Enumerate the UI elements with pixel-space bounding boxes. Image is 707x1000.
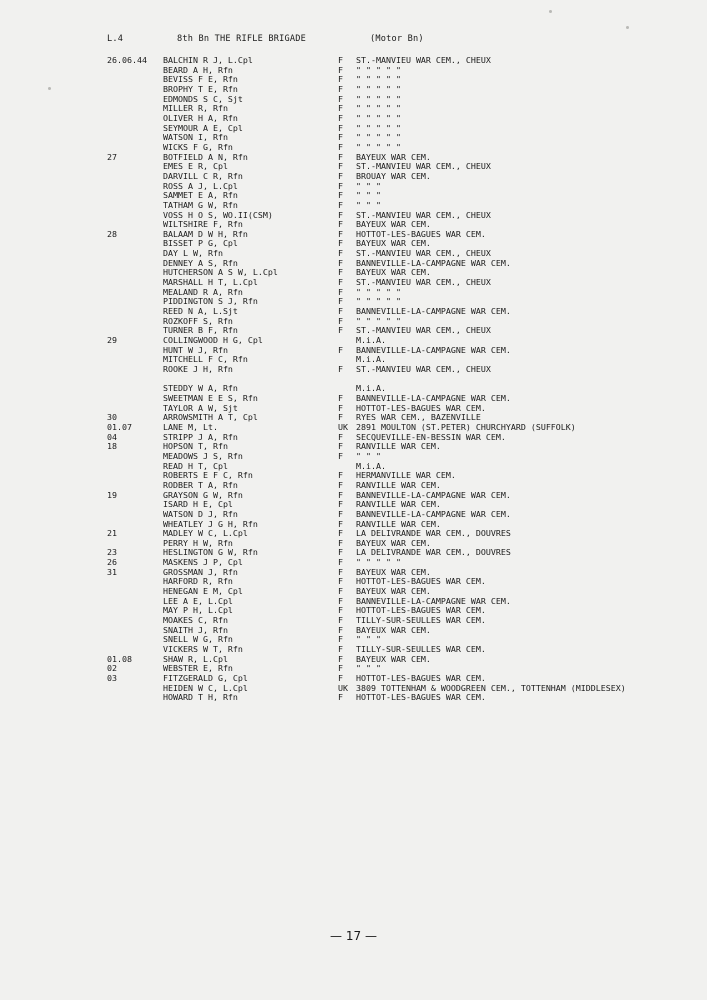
row-country: F <box>338 267 343 278</box>
table-row <box>0 346 707 356</box>
row-cemetery: M.i.A. <box>356 354 386 365</box>
row-country: F <box>338 64 343 75</box>
casualty-list <box>0 56 707 703</box>
table-row <box>0 268 707 278</box>
row-name: ROZKOFF S, Rfn <box>163 315 233 326</box>
row-cemetery: M.i.A. <box>356 383 386 394</box>
row-name: ISARD H E, Cpl <box>163 499 233 510</box>
row-name: HESLINGTON G W, Rfn <box>163 547 258 558</box>
row-date: 04 <box>107 431 117 442</box>
row-name: BEARD A H, Rfn <box>163 64 233 75</box>
row-cemetery: TILLY-SUR-SEULLES WAR CEM. <box>356 615 486 626</box>
row-country: F <box>338 479 343 490</box>
row-name: EDMONDS S C, Sjt <box>163 93 243 104</box>
row-country: F <box>338 296 343 307</box>
row-country: F <box>338 518 343 529</box>
row-cemetery: RANVILLE WAR CEM. <box>356 499 441 510</box>
unit-title: 8th Bn THE RIFLE BRIGADE <box>177 34 306 44</box>
table-row <box>0 66 707 76</box>
table-row <box>0 529 707 539</box>
row-name: ARROWSMITH A T, Cpl <box>163 412 258 423</box>
row-country: F <box>338 55 343 65</box>
row-country: F <box>338 161 343 172</box>
row-date: 28 <box>107 228 117 239</box>
row-name: REED N A, L.Sjt <box>163 306 238 317</box>
row-cemetery: " " " " " <box>356 122 401 133</box>
row-country: F <box>338 576 343 587</box>
table-row <box>0 230 707 240</box>
row-cemetery: " " " " " <box>356 296 401 307</box>
row-cemetery: TILLY-SUR-SEULLES WAR CEM. <box>356 644 486 655</box>
row-country: F <box>338 170 343 181</box>
row-cemetery: BANNEVILLE-LA-CAMPAGNE WAR CEM. <box>356 344 511 355</box>
table-row <box>0 693 707 703</box>
row-cemetery: BANNEVILLE-LA-CAMPAGNE WAR CEM. <box>356 257 511 268</box>
row-cemetery: M.i.A. <box>356 335 386 346</box>
row-cemetery: " " " <box>356 199 381 210</box>
row-country: F <box>338 132 343 143</box>
row-country: F <box>338 441 343 452</box>
row-name: MILLER R, Rfn <box>163 103 228 114</box>
table-row <box>0 606 707 616</box>
row-cemetery: BANNEVILLE-LA-CAMPAGNE WAR CEM. <box>356 392 511 403</box>
row-country: F <box>338 586 343 597</box>
row-country: F <box>338 228 343 239</box>
row-country: F <box>338 605 343 616</box>
row-cemetery: HOTTOT-LES-BAGUES WAR CEM. <box>356 402 486 413</box>
table-row <box>0 510 707 520</box>
row-cemetery: BAYEUX WAR CEM. <box>356 566 431 577</box>
row-name: PIDDINGTON S J, Rfn <box>163 296 258 307</box>
row-name: MOAKES C, Rfn <box>163 615 228 626</box>
row-country: UK <box>338 682 348 693</box>
row-country: F <box>338 306 343 317</box>
row-cemetery: " " " " " <box>356 141 401 152</box>
row-date: 19 <box>107 489 117 500</box>
row-name: BALCHIN R J, L.Cpl <box>163 55 253 65</box>
table-row <box>0 259 707 269</box>
row-date: 03 <box>107 673 117 683</box>
row-cemetery: ST.-MANVIEU WAR CEM., CHEUX <box>356 209 491 220</box>
row-name: HOPSON T, Rfn <box>163 441 228 452</box>
row-country: F <box>338 325 343 336</box>
unit-type: (Motor Bn) <box>370 34 424 44</box>
row-date: 27 <box>107 151 117 162</box>
row-name: WHEATLEY J G H, Rfn <box>163 518 258 529</box>
table-row <box>0 307 707 317</box>
row-name: DARVILL C R, Rfn <box>163 170 243 181</box>
row-country: UK <box>338 421 348 432</box>
row-cemetery: BAYEUX WAR CEM. <box>356 653 431 664</box>
row-country: F <box>338 489 343 500</box>
row-country: F <box>338 286 343 297</box>
row-cemetery: BAYEUX WAR CEM. <box>356 151 431 162</box>
row-name: HUNT W J, Rfn <box>163 344 228 355</box>
row-cemetery: BAYEUX WAR CEM. <box>356 586 431 597</box>
row-cemetery: BAYEUX WAR CEM. <box>356 267 431 278</box>
row-country: F <box>338 412 343 423</box>
row-cemetery: ST.-MANVIEU WAR CEM., CHEUX <box>356 277 491 288</box>
row-cemetery: BANNEVILLE-LA-CAMPAGNE WAR CEM. <box>356 489 511 500</box>
row-country: F <box>338 499 343 510</box>
row-country: F <box>338 83 343 94</box>
row-name: LEE A E, L.Cpl <box>163 595 233 606</box>
row-name: TURNER B F, Rfn <box>163 325 238 336</box>
row-name: COLLINGWOOD H G, Cpl <box>163 335 263 346</box>
row-country: F <box>338 238 343 249</box>
row-name: HUTCHERSON A S W, L.Cpl <box>163 267 278 278</box>
row-name: SEYMOUR A E, Cpl <box>163 122 243 133</box>
page-number: — 17 — <box>330 929 377 943</box>
row-cemetery: " " " <box>356 180 381 191</box>
row-country: F <box>338 566 343 577</box>
row-date: 30 <box>107 412 117 423</box>
row-country: F <box>338 248 343 259</box>
table-row <box>0 471 707 481</box>
row-cemetery: HOTTOT-LES-BAGUES WAR CEM. <box>356 576 486 587</box>
row-cemetery: ST.-MANVIEU WAR CEM., CHEUX <box>356 364 491 374</box>
row-cemetery: BANNEVILLE-LA-CAMPAGNE WAR CEM. <box>356 595 511 606</box>
row-country: F <box>338 112 343 123</box>
row-name: MASKENS J P, Cpl <box>163 557 243 568</box>
table-row <box>0 182 707 192</box>
table-row <box>0 56 707 66</box>
table-row <box>0 317 707 327</box>
row-country: F <box>338 402 343 413</box>
row-cemetery: BROUAY WAR CEM. <box>356 170 431 181</box>
row-cemetery: BAYEUX WAR CEM. <box>356 219 431 230</box>
table-row <box>0 336 707 346</box>
row-cemetery: M.i.A. <box>356 460 386 471</box>
row-name: HOWARD T H, Rfn <box>163 692 238 703</box>
table-row <box>0 597 707 607</box>
row-country: F <box>338 634 343 645</box>
row-name: SWEETMAN E E S, Rfn <box>163 392 258 403</box>
row-country: F <box>338 93 343 104</box>
row-cemetery: BANNEVILLE-LA-CAMPAGNE WAR CEM. <box>356 508 511 519</box>
table-row <box>0 394 707 404</box>
row-country: F <box>338 508 343 519</box>
table-row <box>0 500 707 510</box>
row-name: MEADOWS J S, Rfn <box>163 450 243 461</box>
row-cemetery: " " " " " <box>356 315 401 326</box>
table-row <box>0 153 707 163</box>
row-country: F <box>338 450 343 461</box>
row-date: 02 <box>107 663 117 674</box>
table-row <box>0 568 707 578</box>
row-cemetery: " " " <box>356 190 381 201</box>
row-cemetery: " " " " " <box>356 132 401 143</box>
row-date: 31 <box>107 566 117 577</box>
row-cemetery: " " " " " <box>356 103 401 114</box>
row-country: F <box>338 74 343 85</box>
row-name: DENNEY A S, Rfn <box>163 257 238 268</box>
table-row <box>0 85 707 95</box>
row-date: 26.06.44 <box>107 55 147 65</box>
row-cemetery: LA DELIVRANDE WAR CEM., DOUVRES <box>356 528 511 539</box>
row-name: FITZGERALD G, Cpl <box>163 673 248 683</box>
row-name: EMES E R, Cpl <box>163 161 228 172</box>
row-cemetery: SECQUEVILLE-EN-BESSIN WAR CEM. <box>356 431 506 442</box>
table-row <box>0 684 707 694</box>
row-country: F <box>338 557 343 568</box>
row-date: 23 <box>107 547 117 558</box>
row-cemetery: HERMANVILLE WAR CEM. <box>356 470 456 481</box>
row-cemetery: " " " " " <box>356 286 401 297</box>
row-country: F <box>338 653 343 664</box>
row-country: F <box>338 624 343 635</box>
table-row <box>0 577 707 587</box>
row-name: WILTSHIRE F, Rfn <box>163 219 243 230</box>
row-country: F <box>338 344 343 355</box>
row-name: READ H T, Cpl <box>163 460 228 471</box>
row-country: F <box>338 392 343 403</box>
row-name: SHAW R, L.Cpl <box>163 653 228 664</box>
row-name: MAY P H, L.Cpl <box>163 605 233 616</box>
row-cemetery: RANVILLE WAR CEM. <box>356 518 441 529</box>
row-country: F <box>338 663 343 674</box>
table-row <box>0 442 707 452</box>
row-name: WEBSTER E, Rfn <box>163 663 233 674</box>
row-cemetery: 2891 MOULTON (ST.PETER) CHURCHYARD (SUFFOLK) <box>356 421 576 432</box>
row-name: ROSS A J, L.Cpl <box>163 180 238 191</box>
row-name: TAYLOR A W, Sjt <box>163 402 238 413</box>
row-cemetery: 3809 TOTTENHAM & WOODGREEN CEM., TOTTENHAM (MIDDLESEX) <box>356 682 626 693</box>
row-name: LANE M, Lt. <box>163 421 218 432</box>
row-cemetery: " " " <box>356 663 381 674</box>
row-country: F <box>338 180 343 191</box>
table-row <box>0 462 707 472</box>
row-cemetery: " " " <box>356 634 381 645</box>
row-name: SNELL W G, Rfn <box>163 634 233 645</box>
row-country: F <box>338 470 343 481</box>
row-country: F <box>338 219 343 230</box>
paper-speck <box>549 10 552 13</box>
table-row <box>0 172 707 182</box>
table-row <box>0 75 707 85</box>
row-country: F <box>338 199 343 210</box>
row-country: F <box>338 209 343 220</box>
table-row <box>0 587 707 597</box>
row-country: F <box>338 364 343 374</box>
row-country: F <box>338 431 343 442</box>
row-name: BALAAM D W H, Rfn <box>163 228 248 239</box>
table-row <box>0 201 707 211</box>
paper-speck <box>626 26 629 29</box>
table-row <box>0 191 707 201</box>
table-row <box>0 95 707 105</box>
table-row <box>0 288 707 298</box>
table-row <box>0 239 707 249</box>
row-country: F <box>338 528 343 539</box>
row-name: MITCHELL F C, Rfn <box>163 354 248 365</box>
row-name: SAMMET E A, Rfn <box>163 190 238 201</box>
table-row <box>0 452 707 462</box>
row-cemetery: " " " " " <box>356 112 401 123</box>
row-name: HARFORD R, Rfn <box>163 576 233 587</box>
table-row <box>0 297 707 307</box>
row-date: 01.08 <box>107 653 132 664</box>
row-country: F <box>338 315 343 326</box>
table-row <box>0 211 707 221</box>
row-name: VICKERS W T, Rfn <box>163 644 243 655</box>
table-row <box>0 616 707 626</box>
row-cemetery: " " " <box>356 450 381 461</box>
row-cemetery: ST.-MANVIEU WAR CEM., CHEUX <box>356 325 491 336</box>
row-cemetery: BAYEUX WAR CEM. <box>356 624 431 635</box>
row-name: TATHAM G W, Rfn <box>163 199 238 210</box>
table-row <box>0 104 707 114</box>
row-country: F <box>338 537 343 548</box>
row-name: RODBER T A, Rfn <box>163 479 238 490</box>
row-cemetery: BAYEUX WAR CEM. <box>356 537 431 548</box>
row-country: F <box>338 595 343 606</box>
row-country: F <box>338 103 343 114</box>
row-name: HEIDEN W C, L.Cpl <box>163 682 248 693</box>
row-country: F <box>338 151 343 162</box>
table-row <box>0 491 707 501</box>
row-cemetery: HOTTOT-LES-BAGUES WAR CEM. <box>356 605 486 616</box>
row-country: F <box>338 122 343 133</box>
table-row <box>0 365 707 375</box>
table-row <box>0 162 707 172</box>
row-name: GROSSMAN J, Rfn <box>163 566 238 577</box>
row-name: STRIPP J A, Rfn <box>163 431 238 442</box>
document-reference: L.4 <box>107 34 124 44</box>
row-cemetery: BANNEVILLE-LA-CAMPAGNE WAR CEM. <box>356 306 511 317</box>
row-name: WICKS F G, Rfn <box>163 141 233 152</box>
row-country: F <box>338 673 343 683</box>
row-name: BISSET P G, Cpl <box>163 238 238 249</box>
table-row <box>0 375 707 385</box>
row-name: BEVISS F E, Rfn <box>163 74 238 85</box>
table-row <box>0 278 707 288</box>
row-cemetery: RANVILLE WAR CEM. <box>356 441 441 452</box>
row-country: F <box>338 692 343 703</box>
table-row <box>0 355 707 365</box>
row-cemetery: RYES WAR CEM., BAZENVILLE <box>356 412 481 423</box>
row-name: STEDDY W A, Rfn <box>163 383 238 394</box>
row-cemetery: ST.-MANVIEU WAR CEM., CHEUX <box>356 161 491 172</box>
row-cemetery: HOTTOT-LES-BAGUES WAR CEM. <box>356 692 486 703</box>
row-cemetery: " " " " " <box>356 83 401 94</box>
row-country: F <box>338 257 343 268</box>
table-row <box>0 249 707 259</box>
row-name: BROPHY T E, Rfn <box>163 83 238 94</box>
table-row <box>0 114 707 124</box>
row-name: MADLEY W C, L.Cpl <box>163 528 248 539</box>
row-name: MEALAND R A, Rfn <box>163 286 243 297</box>
row-cemetery: " " " " " <box>356 74 401 85</box>
row-name: ROOKE J H, Rfn <box>163 364 233 374</box>
row-country: F <box>338 141 343 152</box>
row-name: WATSON D J, Rfn <box>163 508 238 519</box>
row-country: F <box>338 190 343 201</box>
table-row <box>0 635 707 645</box>
row-name: MARSHALL H T, L.Cpl <box>163 277 258 288</box>
row-cemetery: ST.-MANVIEU WAR CEM., CHEUX <box>356 55 491 65</box>
row-name: HENEGAN E M, Cpl <box>163 586 243 597</box>
row-name: GRAYSON G W, Rfn <box>163 489 243 500</box>
row-cemetery: " " " " " <box>356 557 401 568</box>
row-country: F <box>338 547 343 558</box>
row-country: F <box>338 277 343 288</box>
table-row <box>0 384 707 394</box>
table-row <box>0 626 707 636</box>
row-cemetery: LA DELIVRANDE WAR CEM., DOUVRES <box>356 547 511 558</box>
row-name: VOSS H O S, WO.II(CSM) <box>163 209 273 220</box>
row-date: 01.07 <box>107 421 132 432</box>
row-date: 21 <box>107 528 117 539</box>
row-cemetery: RANVILLE WAR CEM. <box>356 479 441 490</box>
table-row <box>0 124 707 134</box>
row-name: WATSON I, Rfn <box>163 132 228 143</box>
row-country: F <box>338 615 343 626</box>
row-date: 26 <box>107 557 117 568</box>
row-cemetery: BAYEUX WAR CEM. <box>356 238 431 249</box>
row-cemetery: HOTTOT-LES-BAGUES WAR CEM. <box>356 673 486 683</box>
row-cemetery: ST.-MANVIEU WAR CEM., CHEUX <box>356 248 491 259</box>
row-cemetery: HOTTOT-LES-BAGUES WAR CEM. <box>356 228 486 239</box>
row-name: PERRY H W, Rfn <box>163 537 233 548</box>
row-name: ROBERTS E F C, Rfn <box>163 470 253 481</box>
row-date: 29 <box>107 335 117 346</box>
row-name: OLIVER H A, Rfn <box>163 112 238 123</box>
row-cemetery: " " " " " <box>356 93 401 104</box>
table-row <box>0 133 707 143</box>
row-cemetery: " " " " " <box>356 64 401 75</box>
row-date: 18 <box>107 441 117 452</box>
row-name: BOTFIELD A N, Rfn <box>163 151 248 162</box>
row-name: DAY L W, Rfn <box>163 248 223 259</box>
row-name: SNAITH J, Rfn <box>163 624 228 635</box>
row-country: F <box>338 644 343 655</box>
